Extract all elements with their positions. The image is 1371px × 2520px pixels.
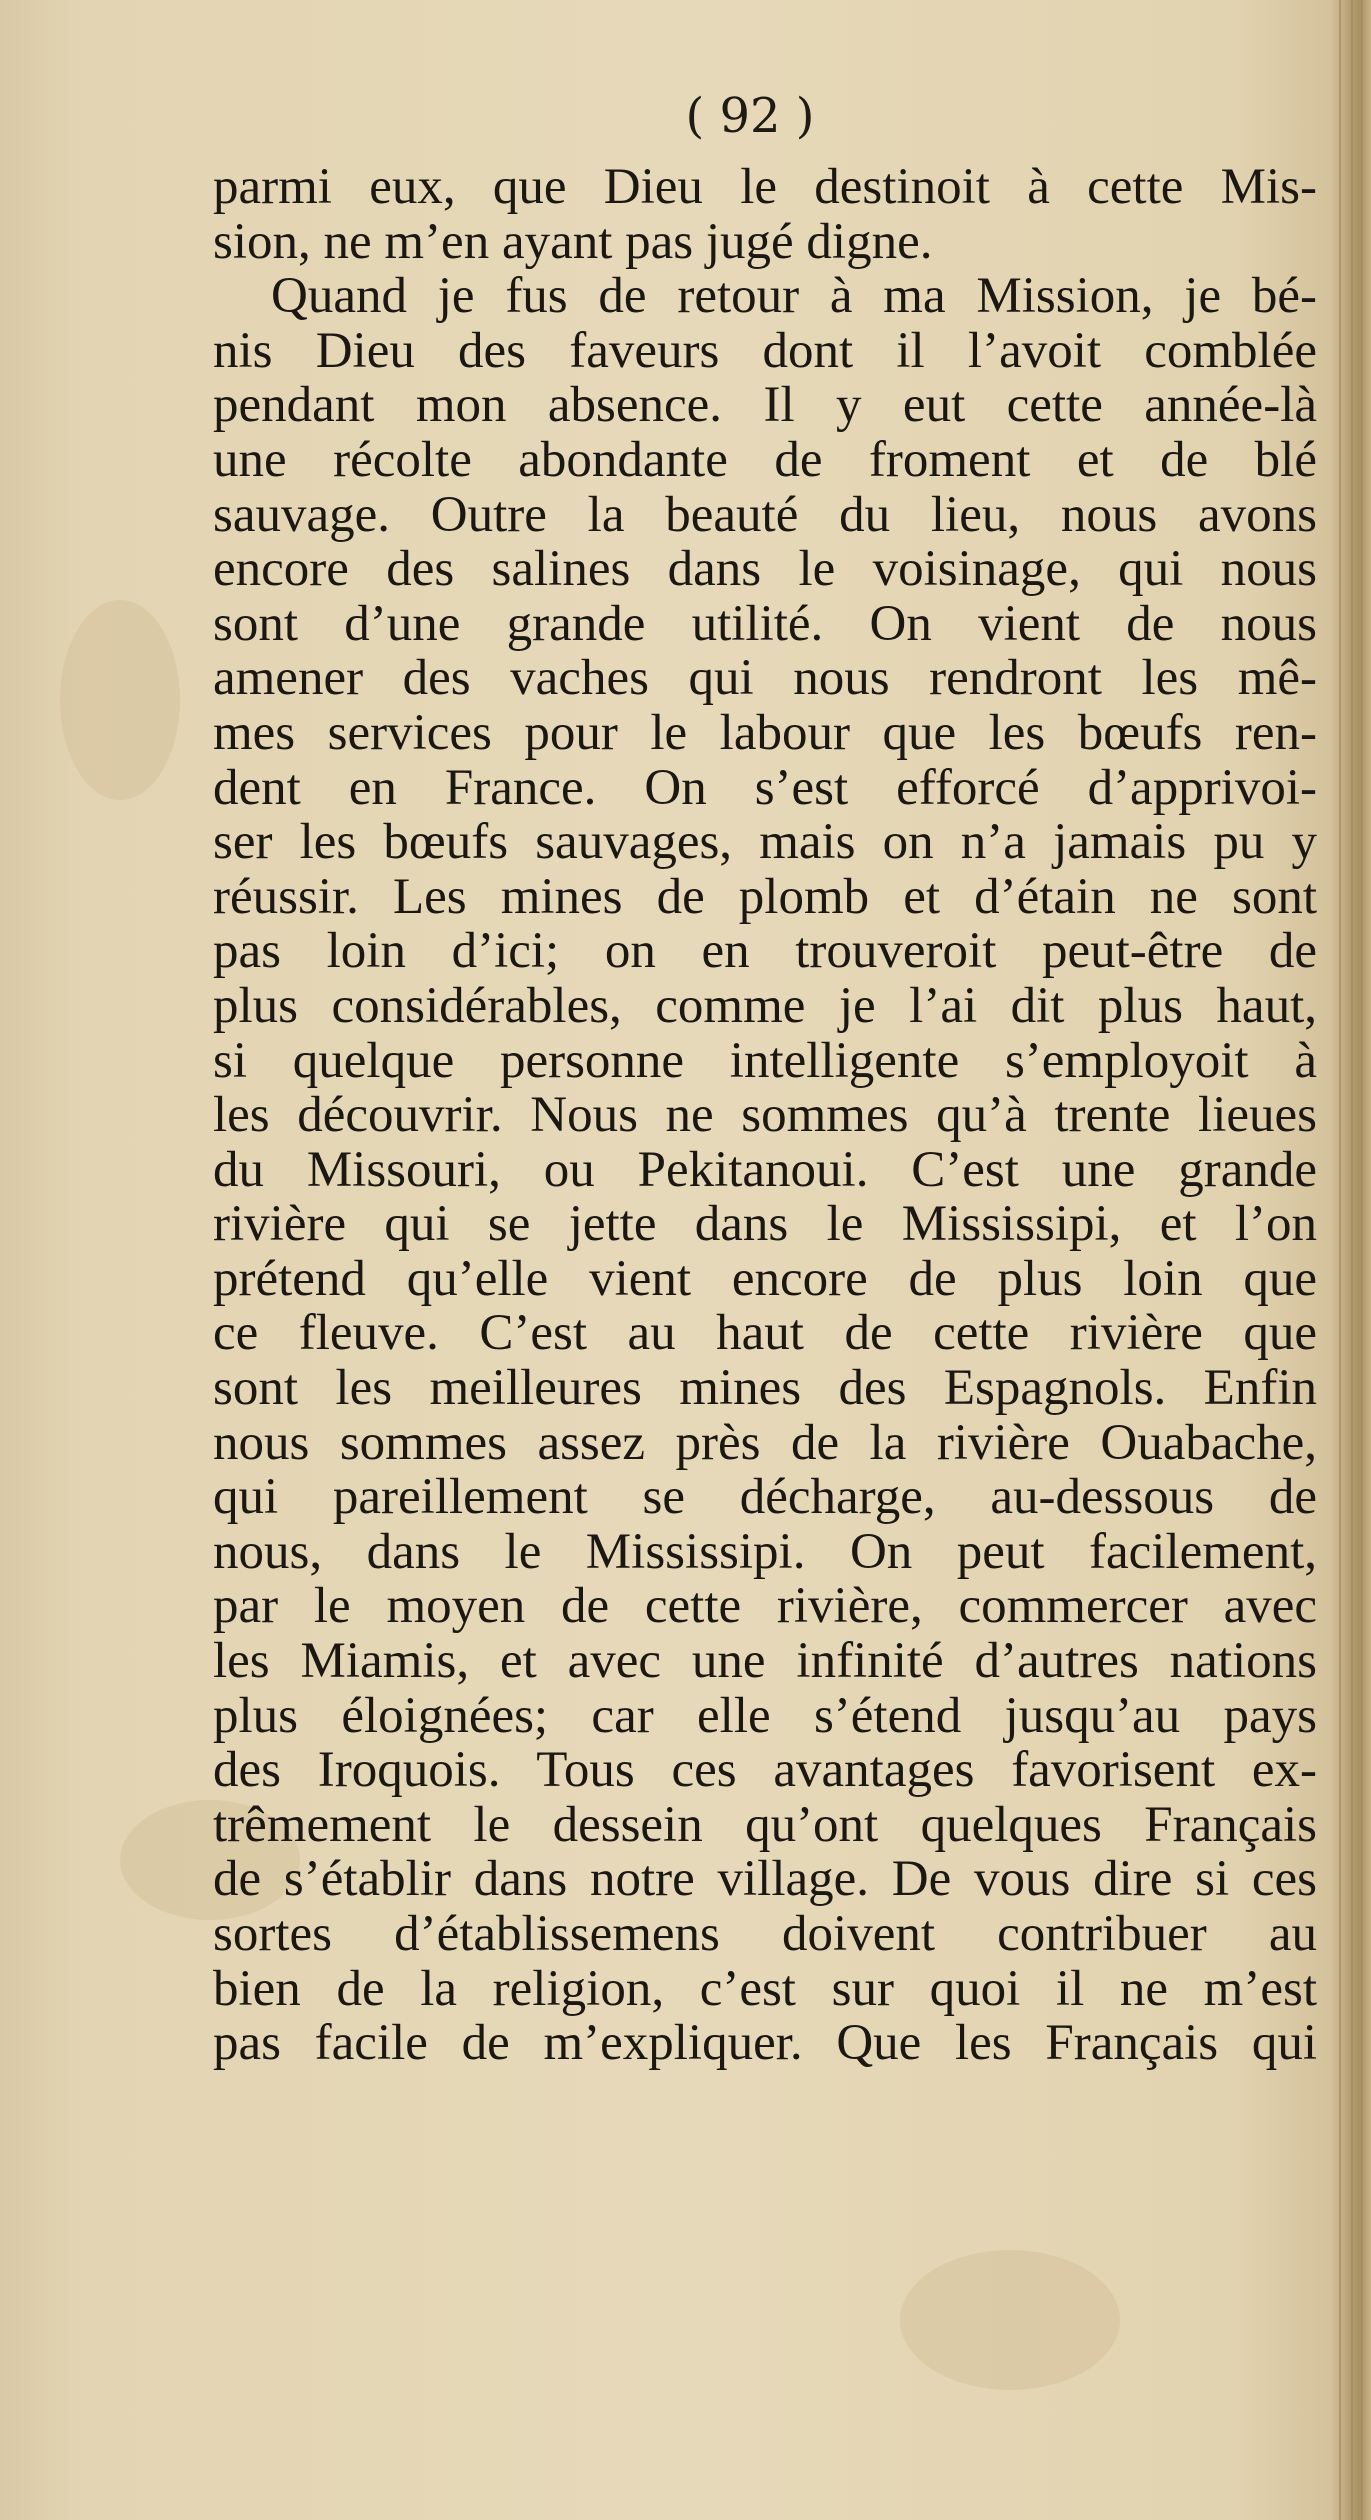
text-line: dent en France. On s’est efforcé d’apprivoi- [213, 760, 1317, 816]
text-line: Quand je fus de retour à ma Mission, je bé- [271, 269, 1317, 324]
text-line: pendant mon absence. Il y eut cette année-là [213, 378, 1317, 433]
text-line: ser les bœufs sauvages, mais on n’a jamais pu y [213, 815, 1317, 870]
text-line: ce fleuve. C’est au haut de cette rivière que [213, 1306, 1317, 1362]
text-line: pas facile de m’expliquer. Que les Français qui [213, 2016, 1317, 2071]
text-line: amener des vaches qui nous rendront les mê- [213, 651, 1317, 706]
page-edge-line [1361, 0, 1363, 2520]
paper-stain [900, 2250, 1120, 2390]
page-number: ( 92 ) [685, 88, 815, 144]
text-line: pas loin d’ici; on en trouveroit peut-être de [213, 924, 1317, 979]
body-text [213, 160, 1317, 2071]
text-line: plus éloignées; car elle s’étend jusqu’au pays [213, 1688, 1317, 1744]
text-line: nous, dans le Mississipi. On peut facilement, [213, 1524, 1317, 1580]
text-line: sortes d’établissemens doivent contribuer au [213, 1907, 1317, 1962]
text-line: nous sommes assez près de la rivière Ouabache, [213, 1415, 1317, 1471]
text-line: mes services pour le labour que les bœufs ren- [213, 705, 1317, 761]
text-line: des Iroquois. Tous ces avantages favorisent ex- [213, 1743, 1317, 1798]
text-line: si quelque personne intelligente s’employoit à [213, 1033, 1317, 1089]
paper-stain [60, 600, 180, 800]
text-line: sion, ne m’en ayant pas jugé digne. [213, 214, 933, 270]
text-line: les découvrir. Nous ne sommes qu’à trente lieues [213, 1088, 1317, 1143]
text-line: sont les meilleures mines des Espagnols. Enfin [213, 1361, 1317, 1416]
text-line: prétend qu’elle vient encore de plus loin que [213, 1251, 1317, 1307]
text-line: plus considérables, comme je l’ai dit plus haut, [213, 978, 1317, 1034]
text-line: rivière qui se jette dans le Mississipi, et l’on [213, 1197, 1317, 1252]
text-line: sauvage. Outre la beauté du lieu, nous avons [213, 487, 1317, 543]
text-line: de s’établir dans notre village. De vous dire si ces [213, 1852, 1317, 1907]
page-edge-line [1351, 0, 1353, 2520]
text-line: encore des salines dans le voisinage, qui nous [213, 542, 1317, 597]
text-line: qui pareillement se décharge, au-dessous de [213, 1470, 1317, 1525]
text-line: trêmement le dessein qu’ont quelques Français [213, 1797, 1317, 1853]
text-line: une récolte abondante de froment et de blé [213, 432, 1317, 488]
text-line: sont d’une grande utilité. On vient de nous [213, 596, 1317, 652]
text-line: réussir. Les mines de plomb et d’étain ne sont [213, 869, 1317, 925]
text-line: parmi eux, que Dieu le destinoit à cette Mis- [213, 160, 1317, 215]
text-line: du Missouri, ou Pekitanoui. C’est une grande [213, 1142, 1317, 1198]
text-line: les Miamis, et avec une infinité d’autres nations [213, 1634, 1317, 1689]
text-line: par le moyen de cette rivière, commercer avec [213, 1579, 1317, 1635]
text-line: nis Dieu des faveurs dont il l’avoit comblée [213, 323, 1317, 379]
text-line: bien de la religion, c’est sur quoi il ne m’est [213, 1961, 1317, 2017]
page-edge-line [1339, 0, 1341, 2520]
